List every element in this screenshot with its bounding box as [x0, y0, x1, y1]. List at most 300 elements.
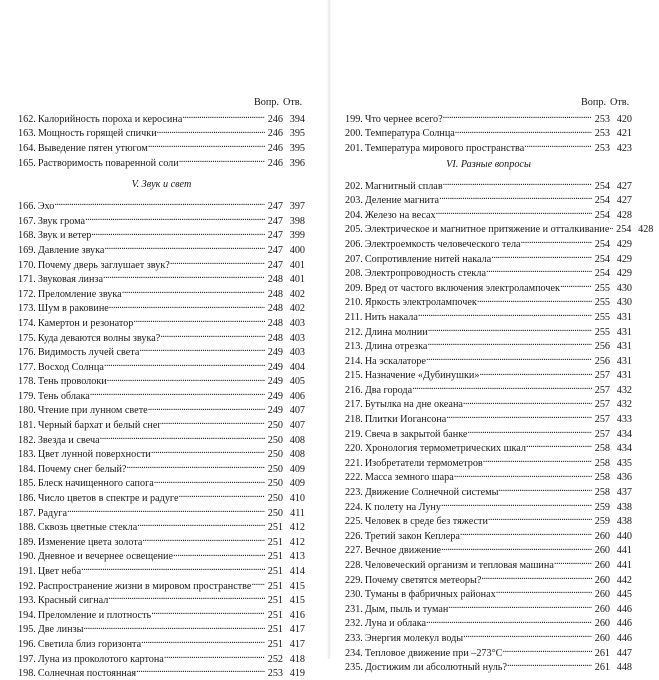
toc-entry [18, 126, 305, 141]
dot-leader [182, 111, 265, 122]
entry-question-page: 250 [267, 420, 283, 432]
entry-number: 180. [18, 405, 36, 417]
toc-entry [345, 499, 632, 514]
header-otv: Отв. [610, 97, 630, 108]
toc-entry [18, 592, 305, 607]
entry-number: 186. [18, 493, 36, 505]
entry-answer-page: 417 [289, 638, 305, 650]
dot-leader [524, 140, 592, 151]
entry-number: 193. [18, 595, 36, 607]
entry-title: Энергия молекул воды [364, 632, 464, 644]
entry-answer-page: 430 [616, 282, 632, 294]
entry-title: Куда деваются волны звука? [37, 332, 161, 344]
entry-number: 218. [345, 414, 363, 426]
entry-question-page: 253 [594, 113, 610, 125]
entry-number: 185. [18, 478, 36, 490]
toc-entry [18, 563, 305, 578]
entry-answer-page: 438 [616, 501, 632, 513]
entry-answer-page: 434 [616, 443, 632, 455]
dot-leader [90, 388, 265, 399]
toc-entry [18, 651, 305, 666]
entry-title: Солнечная постоянная [37, 668, 137, 680]
entry-title: Температура Солнца [364, 128, 455, 140]
entry-answer-page: 400 [289, 244, 305, 256]
entry-number: 173. [18, 303, 36, 315]
dot-leader [496, 586, 592, 597]
entry-answer-page: 403 [289, 317, 305, 329]
toc-entry [345, 338, 632, 353]
dot-leader [479, 368, 592, 379]
entry-title: Радуга [37, 507, 67, 519]
entry-question-page: 251 [267, 638, 283, 650]
entry-title: Электрическое и магнитное притяжение и отталкивание [364, 224, 610, 236]
dot-leader [139, 344, 265, 355]
entry-title: Человеческий организм и тепловая машина [364, 560, 554, 572]
toc-entry [18, 111, 305, 126]
toc-entry [18, 622, 305, 637]
entry-answer-page: 423 [616, 142, 632, 154]
entry-number: 189. [18, 536, 36, 548]
dot-leader [81, 563, 265, 574]
toc-entry [345, 178, 632, 193]
toc-entry [18, 432, 305, 447]
entry-question-page: 246 [267, 128, 283, 140]
toc-entry [18, 446, 305, 461]
dot-leader [170, 257, 265, 268]
entry-number: 211. [345, 311, 363, 323]
dot-leader [91, 228, 265, 239]
entry-number: 172. [18, 288, 36, 300]
section-heading: V. Звук и свет [131, 179, 192, 191]
header-vopr: Вопр. [254, 97, 279, 108]
entry-question-page: 257 [594, 414, 610, 426]
entry-title: Почему дверь заглушает звук? [37, 259, 170, 271]
entry-number: 221. [345, 457, 363, 469]
dot-leader [446, 411, 592, 422]
entry-title: Дневное и вечернее освещение [37, 551, 174, 563]
entry-number: 192. [18, 580, 36, 592]
entry-title: Чтение при лунном свете [37, 405, 148, 417]
toc-entry [345, 470, 632, 485]
entry-number: 165. [18, 157, 36, 169]
entry-title: Магнитный сплав [364, 180, 443, 192]
entry-question-page: 247 [267, 259, 283, 271]
entry-number: 233. [345, 632, 363, 644]
entry-question-page: 251 [267, 595, 283, 607]
entry-number: 212. [345, 326, 363, 338]
entry-title: Масса земного шара [364, 472, 454, 484]
entry-number: 168. [18, 230, 36, 242]
dot-leader [428, 324, 592, 335]
toc-entry [18, 636, 305, 651]
entry-number: 191. [18, 566, 36, 578]
entry-title: Длина молнии [364, 326, 428, 338]
dot-leader [151, 446, 265, 457]
entry-answer-page: 429 [616, 268, 632, 280]
toc-entry [345, 222, 654, 237]
dot-leader [67, 505, 265, 516]
dot-leader [160, 330, 265, 341]
entry-question-page: 258 [594, 443, 610, 455]
entry-answer-page: 430 [616, 297, 632, 309]
entry-answer-page: 420 [616, 113, 632, 125]
entry-number: 182. [18, 434, 36, 446]
entry-question-page: 249 [267, 405, 283, 417]
toc-block [345, 178, 654, 674]
entry-question-page: 251 [267, 551, 283, 563]
entry-answer-page: 446 [616, 632, 632, 644]
toc-entry [18, 228, 305, 243]
entry-answer-page: 428 [616, 209, 632, 221]
entry-question-page: 254 [594, 180, 610, 192]
entry-answer-page: 415 [289, 580, 305, 592]
entry-title: Почему снег белый? [37, 463, 127, 475]
toc-entry [345, 572, 632, 587]
left-page [18, 98, 305, 680]
entry-answer-page: 412 [289, 536, 305, 548]
entry-answer-page: 404 [289, 361, 305, 373]
toc-entry [18, 198, 305, 213]
header-vopr: Вопр. [581, 97, 606, 108]
entry-question-page: 255 [594, 326, 610, 338]
entry-number: 230. [345, 589, 363, 601]
dot-leader [107, 374, 265, 385]
entry-question-page: 248 [267, 332, 283, 344]
entry-title: Железо на весах [364, 209, 436, 221]
entry-number: 177. [18, 361, 36, 373]
entry-title: Что чернее всего? [364, 113, 443, 125]
entry-answer-page: 431 [616, 355, 632, 367]
entry-title: Эхо [37, 201, 55, 213]
entry-question-page: 250 [267, 463, 283, 475]
entry-question-page: 257 [594, 399, 610, 411]
entry-title: Яркость электролампочек [364, 297, 477, 309]
entry-question-page: 250 [267, 493, 283, 505]
entry-title: Тепловое движение при –273°С [364, 647, 503, 659]
entry-answer-page: 429 [616, 253, 632, 265]
entry-answer-page: 440 [616, 530, 632, 542]
entry-title: Преломление и плотность [37, 609, 152, 621]
entry-answer-page: 446 [616, 618, 632, 630]
entry-title: Бутылка на дне океана [364, 399, 463, 411]
entry-question-page: 254 [594, 209, 610, 221]
entry-number: 204. [345, 209, 363, 221]
entry-answer-page: 403 [289, 332, 305, 344]
entry-question-page: 253 [267, 668, 283, 680]
entry-question-page: 246 [267, 157, 283, 169]
dot-leader [104, 359, 265, 370]
entry-number: 176. [18, 347, 36, 359]
entry-answer-page: 402 [289, 303, 305, 315]
entry-answer-page: 394 [289, 113, 305, 125]
entry-answer-page: 433 [616, 414, 632, 426]
toc-entry [345, 601, 632, 616]
toc-entry [345, 207, 632, 222]
entry-answer-page: 419 [289, 668, 305, 680]
dot-leader [100, 432, 265, 443]
toc-entry [345, 616, 632, 631]
entry-question-page: 249 [267, 390, 283, 402]
entry-title: Звук и ветер [37, 230, 92, 242]
entry-number: 183. [18, 449, 36, 461]
entry-title: Две линзы [37, 624, 84, 636]
entry-number: 227. [345, 545, 363, 557]
dot-leader [164, 651, 265, 662]
toc-entry [345, 368, 632, 383]
entry-question-page: 255 [594, 311, 610, 323]
entry-title: Блеск начищенного сапога [37, 478, 154, 490]
entry-number: 232. [345, 618, 363, 630]
entry-question-page: 251 [267, 566, 283, 578]
entry-number: 228. [345, 560, 363, 572]
entry-number: 201. [345, 142, 363, 154]
entry-question-page: 260 [594, 560, 610, 572]
column-header [345, 98, 632, 111]
entry-question-page: 257 [594, 428, 610, 440]
toc-entry [18, 549, 305, 564]
entry-number: 224. [345, 501, 363, 513]
entry-question-page: 257 [594, 384, 610, 396]
toc-block [18, 111, 305, 169]
dot-leader [133, 315, 265, 326]
entry-question-page: 251 [267, 580, 283, 592]
dot-leader [141, 636, 265, 647]
toc-entry [345, 411, 632, 426]
dot-leader [137, 519, 265, 530]
entry-number: 198. [18, 668, 36, 680]
entry-title: Давление звука [37, 244, 105, 256]
toc-entry [18, 403, 305, 418]
entry-title: Вечное движение [364, 545, 442, 557]
entry-question-page: 255 [594, 282, 610, 294]
dot-leader [455, 126, 592, 137]
entry-answer-page: 434 [616, 428, 632, 440]
entry-number: 206. [345, 238, 363, 250]
dot-leader [85, 213, 265, 224]
entry-question-page: 260 [594, 589, 610, 601]
entry-answer-page: 436 [616, 472, 632, 484]
toc-entry [345, 659, 632, 674]
entry-question-page: 261 [594, 662, 610, 674]
toc-entry [345, 586, 632, 601]
entry-answer-page: 431 [616, 311, 632, 323]
toc-entry [18, 257, 305, 272]
entry-answer-page: 409 [289, 463, 305, 475]
toc-entry [345, 126, 632, 141]
entry-question-page: 254 [594, 238, 610, 250]
entry-answer-page: 417 [289, 624, 305, 636]
entry-answer-page: 395 [289, 142, 305, 154]
entry-number: 169. [18, 244, 36, 256]
entry-question-page: 258 [594, 457, 610, 469]
entry-number: 207. [345, 253, 363, 265]
dot-leader [454, 470, 592, 481]
entry-answer-page: 412 [289, 522, 305, 534]
entry-question-page: 248 [267, 303, 283, 315]
entry-title: Тень облака [37, 390, 90, 402]
entry-title: Звук грома [37, 215, 86, 227]
dot-leader [427, 338, 592, 349]
toc-entry [345, 543, 632, 558]
dot-leader [151, 607, 265, 618]
entry-question-page: 250 [267, 507, 283, 519]
dot-leader [554, 557, 592, 568]
toc-entry [18, 461, 305, 476]
toc-entry [18, 417, 305, 432]
entry-number: 222. [345, 472, 363, 484]
entry-title: Электроемкость человеческого тела [364, 238, 521, 250]
entry-answer-page: 431 [616, 370, 632, 382]
dot-leader [467, 426, 592, 437]
entry-question-page: 249 [267, 376, 283, 388]
toc-entry [345, 484, 632, 499]
toc-entry [18, 578, 305, 593]
toc-entry [18, 490, 305, 505]
entry-number: 187. [18, 507, 36, 519]
entry-title: Изменение цвета золота [37, 536, 143, 548]
entry-question-page: 246 [267, 142, 283, 154]
entry-number: 190. [18, 551, 36, 563]
dot-leader [426, 353, 592, 364]
toc-entry [18, 301, 305, 316]
entry-number: 217. [345, 399, 363, 411]
entry-answer-page: 395 [289, 128, 305, 140]
entry-question-page: 247 [267, 215, 283, 227]
entry-number: 235. [345, 662, 363, 674]
toc-entry [345, 265, 632, 280]
entry-answer-page: 409 [289, 478, 305, 490]
entry-title: Третий закон Кеплера [364, 530, 460, 542]
entry-question-page: 260 [594, 530, 610, 542]
entry-answer-page: 413 [289, 551, 305, 563]
dot-leader [83, 622, 265, 633]
entry-number: 175. [18, 332, 36, 344]
toc-entry [345, 192, 632, 207]
header-otv: Отв. [283, 97, 303, 108]
entry-answer-page: 406 [289, 390, 305, 402]
dot-leader [477, 295, 592, 306]
book-gutter [327, 0, 331, 659]
column-header [18, 98, 305, 111]
dot-leader [481, 572, 592, 583]
entry-answer-page: 428 [638, 224, 654, 236]
entry-question-page: 259 [594, 501, 610, 513]
entry-answer-page: 401 [289, 259, 305, 271]
entry-answer-page: 441 [616, 545, 632, 557]
entry-answer-page: 407 [289, 405, 305, 417]
entry-title: Изобретатели термометров [364, 457, 483, 469]
entry-number: 188. [18, 522, 36, 534]
toc-entry [18, 155, 305, 170]
entry-question-page: 247 [267, 244, 283, 256]
entry-answer-page: 427 [616, 195, 632, 207]
entry-answer-page: 408 [289, 434, 305, 446]
toc-entry [18, 476, 305, 491]
entry-number: 223. [345, 487, 363, 499]
toc-entry [345, 251, 632, 266]
toc-entry [18, 505, 305, 520]
dot-leader [142, 534, 265, 545]
toc-entry [18, 665, 305, 680]
entry-question-page: 254 [594, 268, 610, 280]
entry-title: Камертон и резонатор [37, 317, 134, 329]
entry-number: 174. [18, 317, 36, 329]
entry-answer-page: 441 [616, 560, 632, 572]
toc-entry [345, 645, 632, 660]
entry-title: Черный бархат и белый снег [37, 420, 162, 432]
entry-title: Восход Солнца [37, 361, 104, 373]
entry-question-page: 253 [594, 128, 610, 140]
entry-title: Свеча в закрытой банке [364, 428, 468, 440]
toc-entry [18, 534, 305, 549]
entry-number: 163. [18, 128, 36, 140]
toc-entry [18, 242, 305, 257]
entry-answer-page: 432 [616, 384, 632, 396]
entry-number: 194. [18, 609, 36, 621]
entry-number: 226. [345, 530, 363, 542]
dot-leader [251, 578, 265, 589]
entry-question-page: 260 [594, 574, 610, 586]
entry-title: Достижим ли абсолютный нуль? [364, 662, 507, 674]
toc-entry [345, 528, 632, 543]
entry-number: 225. [345, 516, 363, 528]
dot-leader [443, 111, 592, 122]
entry-answer-page: 410 [289, 493, 305, 505]
entry-answer-page: 414 [289, 566, 305, 578]
entry-answer-page: 447 [616, 647, 632, 659]
toc-entry [345, 513, 632, 528]
entry-number: 179. [18, 390, 36, 402]
entry-question-page: 251 [267, 609, 283, 621]
entry-question-page: 258 [594, 487, 610, 499]
entry-number: 164. [18, 142, 36, 154]
dot-leader [507, 659, 592, 670]
dot-leader [157, 126, 265, 137]
toc-entry [18, 519, 305, 534]
toc-block [345, 111, 632, 155]
dot-leader [491, 251, 592, 262]
entry-answer-page: 431 [616, 341, 632, 353]
entry-number: 205. [345, 224, 363, 236]
entry-title: Человек в среде без тяжести [364, 516, 488, 528]
toc-entry [18, 315, 305, 330]
entry-answer-page: 446 [616, 603, 632, 615]
toc-entry [345, 440, 632, 455]
entry-question-page: 260 [594, 603, 610, 615]
dot-leader [463, 630, 592, 641]
entry-title: Луна из проколотого картона [37, 653, 164, 665]
dot-leader [103, 271, 265, 282]
toc-entry [345, 324, 632, 339]
entry-title: Два города [364, 384, 413, 396]
entry-answer-page: 397 [289, 201, 305, 213]
entry-number: 162. [18, 113, 36, 125]
entry-answer-page: 421 [616, 128, 632, 140]
dot-leader [448, 601, 592, 612]
entry-title: К полету на Луну [364, 501, 441, 513]
dot-leader [104, 242, 265, 253]
entry-answer-page: 416 [289, 609, 305, 621]
entry-question-page: 249 [267, 347, 283, 359]
entry-title: Выведение пятен утюгом [37, 142, 148, 154]
entry-number: 181. [18, 420, 36, 432]
toc-entry [18, 140, 305, 155]
entry-question-page: 251 [267, 522, 283, 534]
entry-title: Красный сигнал [37, 595, 109, 607]
dot-leader [439, 192, 592, 203]
toc-entry [345, 236, 632, 251]
entry-title: Сопротивление нитей накала [364, 253, 492, 265]
